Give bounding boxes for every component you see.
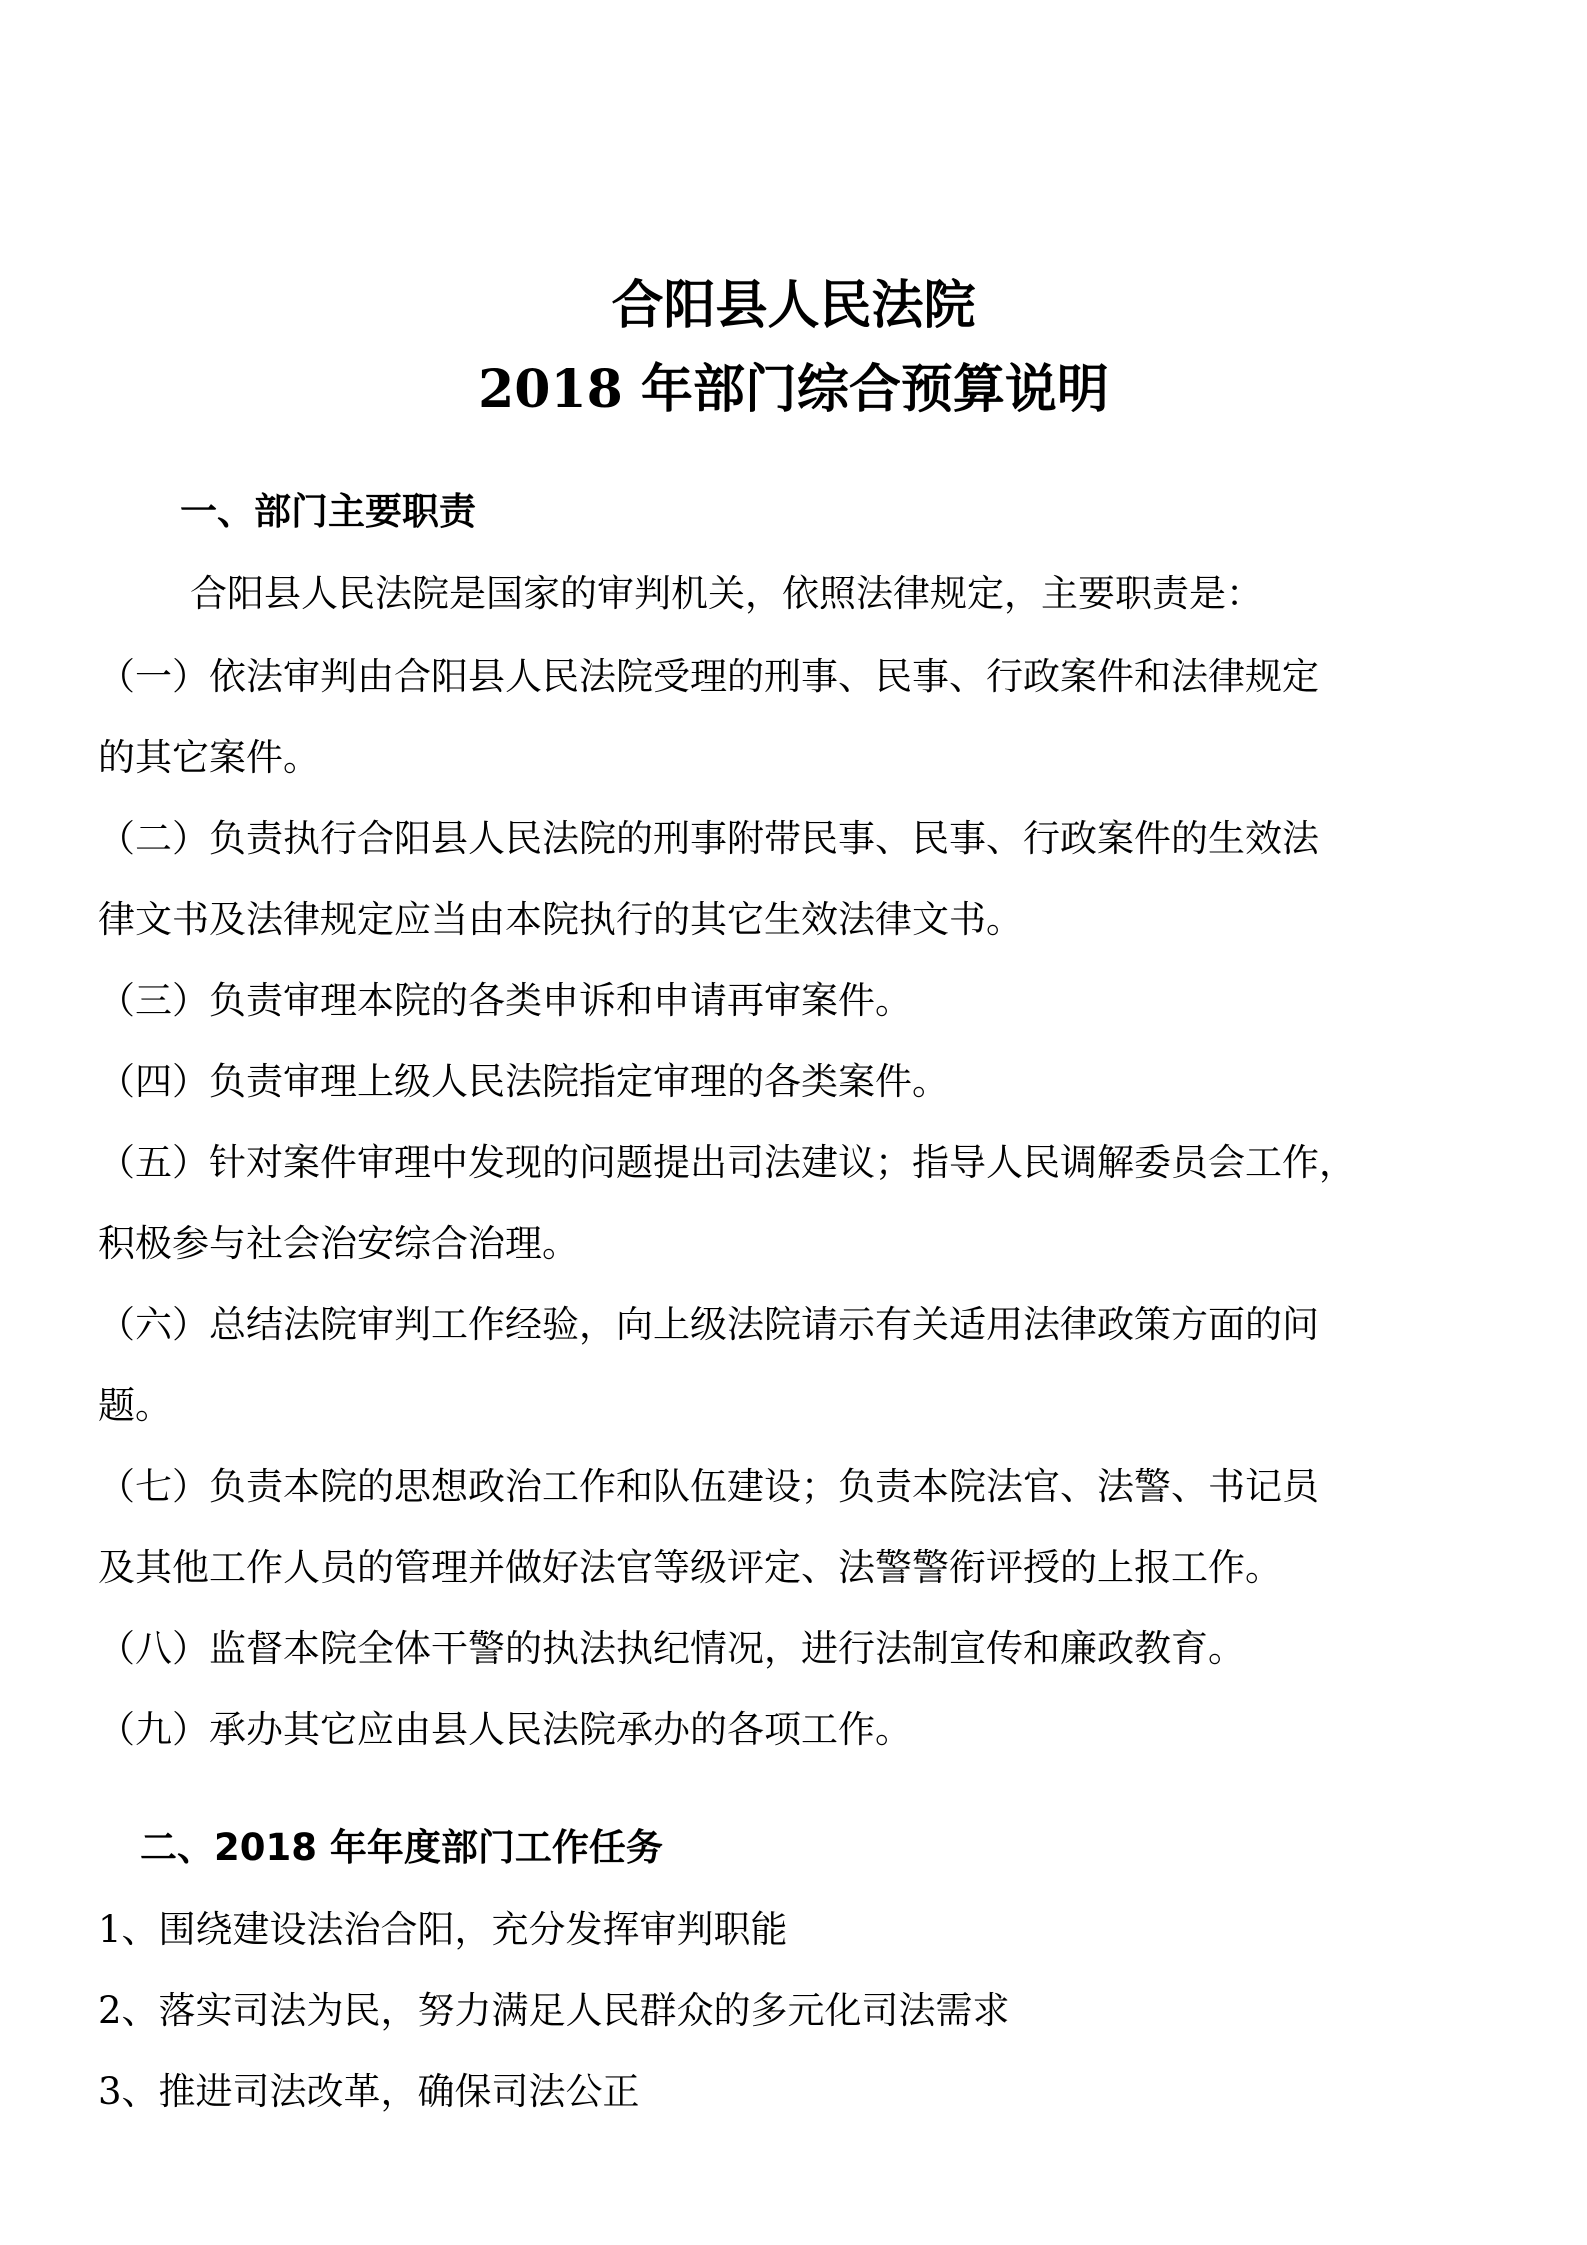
- task-item: 2、落实司法为民，努力满足人民群众的多元化司法需求: [98, 1989, 1010, 2032]
- list-item: （二）负责执行合阳县人民法院的刑事附带民事、民事、行政案件的生效法: [98, 817, 1319, 860]
- list-item-continuation: 及其他工作人员的管理并做好法官等级评定、法警警衔评授的上报工作。: [98, 1546, 1282, 1589]
- task-item: 1、围绕建设法治合阳，充分发挥审判职能: [98, 1908, 788, 1951]
- list-item: （九）承办其它应由县人民法院承办的各项工作。: [98, 1708, 912, 1751]
- list-item: （三）负责审理本院的各类申诉和申请再审案件。: [98, 979, 912, 1022]
- list-item: （六）总结法院审判工作经验，向上级法院请示有关适用法律政策方面的问: [98, 1303, 1319, 1346]
- responsibility-list: [98, 655, 1498, 1789]
- list-item: （一）依法审判由合阳县人民法院受理的刑事、民事、行政案件和法律规定: [98, 655, 1319, 698]
- list-item-continuation: 的其它案件。: [98, 736, 320, 779]
- list-item-continuation: 律文书及法律规定应当由本院执行的其它生效法律文书。: [98, 898, 1023, 941]
- task-item: 3、推进司法改革，确保司法公正: [98, 2070, 640, 2113]
- list-item: （八）监督本院全体干警的执法执纪情况，进行法制宣传和廉政教育。: [98, 1627, 1245, 1670]
- document-subtitle: 2018 年部门综合预算说明: [478, 359, 1109, 420]
- list-item: （四）负责审理上级人民法院指定审理的各类案件。: [98, 1060, 949, 1103]
- list-item-continuation: 题。: [98, 1384, 172, 1427]
- intro-paragraph: 合阳县人民法院是国家的审判机关，依照法律规定，主要职责是：: [190, 572, 1263, 615]
- task-list: [98, 1908, 1498, 2151]
- list-item-continuation: 积极参与社会治安综合治理。: [98, 1222, 579, 1265]
- document-title: 合阳县人民法院: [611, 275, 976, 336]
- list-item: （七）负责本院的思想政治工作和队伍建设；负责本院法官、法警、书记员: [98, 1465, 1319, 1508]
- section-heading-responsibilities: 一、部门主要职责: [180, 490, 476, 533]
- section-heading-tasks: 二、2018 年年度部门工作任务: [140, 1826, 663, 1869]
- list-item: （五）针对案件审理中发现的问题提出司法建议；指导人民调解委员会工作，: [98, 1141, 1356, 1184]
